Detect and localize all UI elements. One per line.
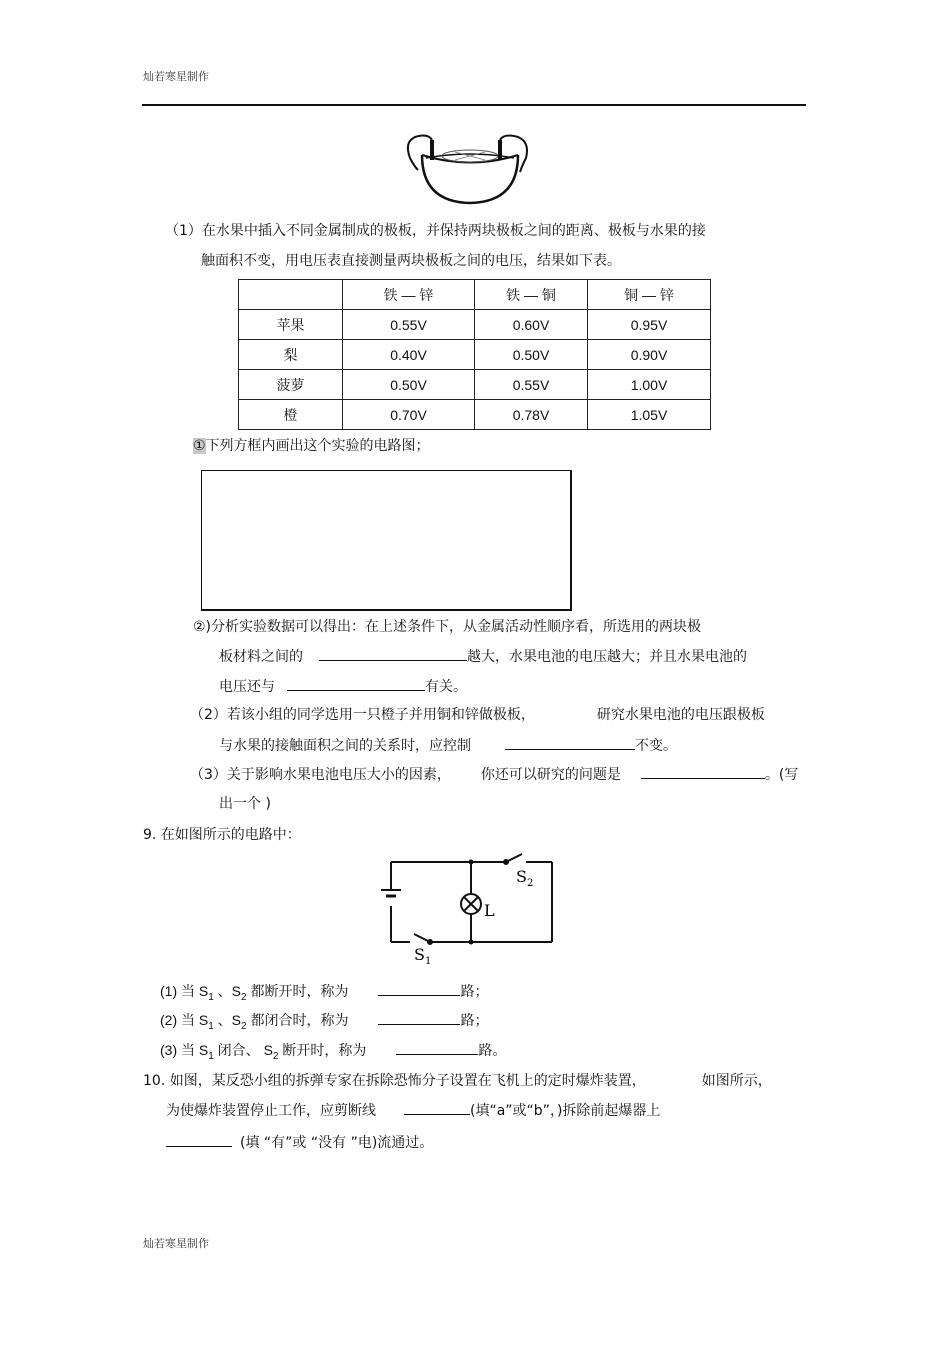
table-cell: 0.78V — [475, 400, 588, 430]
circuit-diagram — [376, 850, 560, 970]
lamp-label: L — [484, 901, 495, 920]
table-cell: 0.55V — [343, 310, 475, 340]
text-run: 路； — [460, 1012, 489, 1028]
subscript: 1 — [208, 991, 214, 1003]
page-header: 灿若寒星制作 — [143, 70, 209, 83]
table-row — [239, 370, 711, 400]
text-run: 电压还与 — [219, 679, 275, 695]
sub1-text: 下列方框内画出这个实验的电路图； — [205, 438, 430, 454]
table-cell: 0.95V — [588, 310, 711, 340]
q8-part3-line2: 出一个 ) — [219, 796, 271, 812]
q10-line2 — [166, 1100, 660, 1121]
q10-line3 — [166, 1132, 433, 1153]
text-run: 与水果的接触面积之间的关系时，应控制 — [219, 738, 471, 754]
text-run: 路； — [460, 983, 489, 999]
q9-stem: 9. 在如图所示的电路中： — [143, 827, 301, 843]
page-footer: 灿若寒星制作 — [143, 1237, 209, 1250]
table-header-cell: 铁 — 铜 — [475, 280, 588, 310]
text-run: 越大，水果电池的电压越大；并且水果电池的 — [467, 649, 747, 665]
text-run: (3) 当 S — [160, 1042, 209, 1058]
table-cell: 0.70V — [343, 400, 475, 430]
subscript: 2 — [272, 1050, 279, 1062]
q8-part2-line1 — [190, 705, 765, 725]
switch-s1-label: $S_1$ — [414, 945, 432, 967]
q9-item-2 — [160, 1010, 488, 1037]
table-cell: 1.05V — [588, 400, 711, 430]
table-row — [239, 400, 711, 430]
text-run: 、S — [213, 1012, 242, 1028]
q8-sub1 — [193, 436, 430, 456]
table-header-cell: 铜 — 锌 — [588, 280, 711, 310]
table-cell: 0.50V — [475, 340, 588, 370]
text-run: (填 “有”或 “没有 ”电)流通过。 — [240, 1135, 434, 1151]
q8-part1-line1: （1）在水果中插入不同金属制成的极板，并保持两块极板之间的距离、极板与水果的接 — [165, 223, 706, 239]
text-run: 、S — [213, 983, 242, 999]
table-cell: 0.40V — [343, 340, 475, 370]
subscript: 2 — [241, 1020, 247, 1032]
subscript: 2 — [241, 991, 247, 1003]
switch-s2-label: $S_2$ — [516, 867, 534, 889]
answer-blank[interactable] — [166, 1132, 232, 1147]
sub1-number: ① — [193, 438, 206, 454]
text-run: 断开时，称为 — [278, 1042, 367, 1058]
table-header-cell: 铁 — 锌 — [343, 280, 475, 310]
voltage-table — [238, 279, 711, 430]
text-run: (1) 当 S — [160, 983, 209, 999]
table-cell: 梨 — [239, 340, 343, 370]
text-run: (2) 当 S — [160, 1012, 209, 1028]
q10-line1 — [143, 1071, 772, 1091]
table-cell: 0.90V — [588, 340, 711, 370]
q8-sub2-line2 — [219, 646, 747, 667]
q8-part3-line1 — [190, 764, 798, 785]
text-run: 10. 如图，某反恐小组的拆弹专家在拆除恐怖分子设置在飞机上的定时爆炸装置， — [143, 1073, 646, 1089]
header-rule — [142, 104, 806, 106]
text-run: 研究水果电池的电压跟极板 — [596, 707, 765, 723]
table-cell: 0.55V — [475, 370, 588, 400]
text-run: 都断开时，称为 — [246, 983, 349, 999]
text-run: （2）若该小组的同学选用一只橙子并用铜和锌做极板， — [190, 707, 535, 723]
q9-item-3 — [160, 1040, 506, 1067]
text-run: 为使爆炸装置停止工作，应剪断线 — [166, 1103, 376, 1119]
table-header-row — [239, 280, 711, 310]
text-run: 板材料之间的 — [219, 649, 303, 665]
circuit-drawing-box[interactable] — [201, 470, 572, 611]
table-row — [239, 310, 711, 340]
answer-blank[interactable] — [641, 764, 765, 779]
table-cell: 橙 — [239, 400, 343, 430]
text-run: 你还可以研究的问题是 — [480, 767, 621, 783]
q8-sub2-line3 — [219, 676, 467, 697]
table-header-cell — [239, 280, 343, 310]
q9-item-1 — [160, 981, 488, 1008]
q8-sub2-line1: ②)分析实验数据可以得出：在上述条件下，从金属活动性顺序看，所选用的两块极 — [193, 619, 702, 635]
text-run: 如图所示， — [701, 1073, 772, 1089]
subscript: 1 — [208, 1020, 214, 1032]
table-row — [239, 340, 711, 370]
text-run: 闭合、 S — [213, 1042, 273, 1058]
answer-blank[interactable] — [404, 1100, 470, 1115]
answer-blank[interactable] — [287, 676, 425, 691]
answer-blank[interactable] — [378, 1010, 460, 1025]
answer-blank[interactable] — [319, 646, 467, 661]
text-run: （3）关于影响水果电池电压大小的因素， — [190, 767, 451, 783]
table-cell: 菠萝 — [239, 370, 343, 400]
subscript: 1 — [208, 1050, 214, 1062]
table-cell: 1.00V — [588, 370, 711, 400]
text-run: 有关。 — [425, 679, 467, 695]
answer-blank[interactable] — [396, 1040, 478, 1055]
q8-part1-line2: 触面积不变，用电压表直接测量两块极板之间的电压，结果如下表。 — [201, 253, 621, 269]
table-cell: 苹果 — [239, 310, 343, 340]
text-run: 都闭合时，称为 — [246, 1012, 349, 1028]
table-cell: 0.60V — [475, 310, 588, 340]
text-run: 。(写 — [764, 767, 799, 783]
table-cell: 0.50V — [343, 370, 475, 400]
answer-blank[interactable] — [378, 981, 460, 996]
text-run: 不变。 — [635, 738, 677, 754]
text-run: (填“a”或“b”，)拆除前起爆器上 — [470, 1103, 661, 1119]
text-run: 路。 — [478, 1042, 507, 1058]
q8-part2-line2 — [219, 735, 677, 756]
answer-blank[interactable] — [505, 735, 635, 750]
fruit-battery-illustration — [400, 130, 540, 206]
